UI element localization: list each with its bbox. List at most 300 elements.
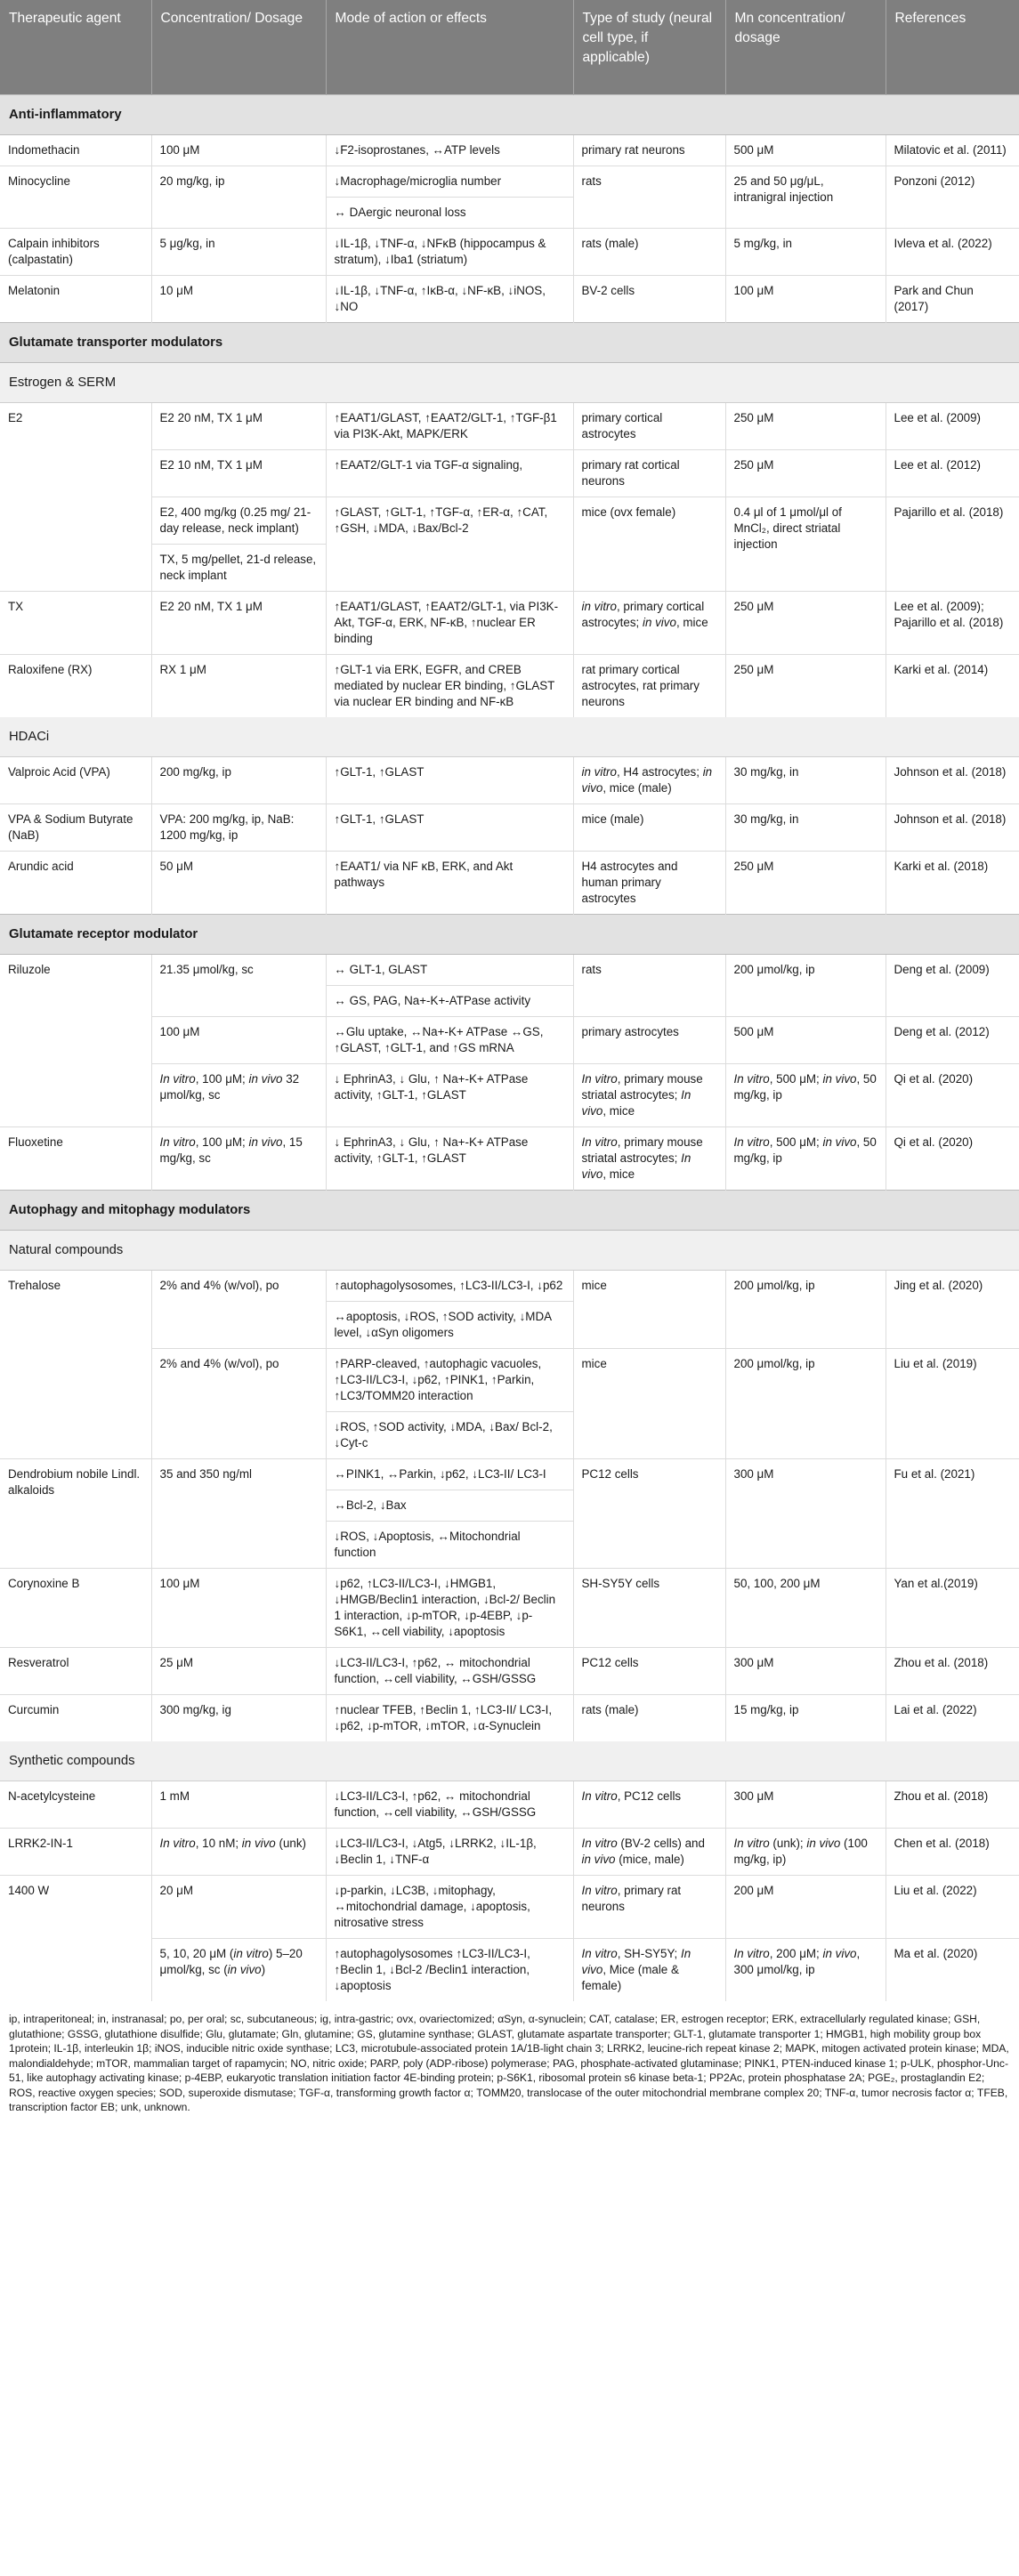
- cell-ref: [886, 592, 1019, 655]
- cell-text: , 500 μM;: [769, 1135, 823, 1149]
- subsection-row: [0, 363, 1019, 403]
- cell-text: Deng et al. (2012): [894, 1025, 990, 1038]
- cell-ref: [886, 1127, 1019, 1191]
- cell-effect: [326, 1459, 573, 1490]
- cell-conc: [151, 1695, 326, 1742]
- study-mode-italic: In vitro: [733, 1837, 770, 1850]
- cell-mn: [725, 166, 886, 229]
- study-mode-italic: In vivo: [581, 1151, 691, 1181]
- cell-text: 200 μmol/kg, ip: [733, 1279, 815, 1292]
- cell-text: , mice: [603, 1104, 635, 1118]
- agent-name: Valproic Acid (VPA): [0, 757, 151, 804]
- table-row: [0, 1271, 1019, 1302]
- header-row: [0, 0, 1019, 95]
- agent-name: TX: [0, 592, 151, 655]
- cell-text: , 300 μmol/kg, ip: [733, 1947, 861, 1976]
- study-mode-italic: in vivo: [248, 1135, 283, 1149]
- cell-text: ↓ROS, ↑SOD activity, ↓MDA, ↓Bax/ Bcl-2, ↓Cyt-c: [334, 1420, 553, 1450]
- cell-effect: [326, 198, 573, 229]
- cell-mn: [725, 276, 886, 323]
- cell-effect: [326, 497, 573, 592]
- cell-text: , primary mouse striatal astrocytes;: [581, 1135, 703, 1165]
- cell-text: Lee et al. (2012): [894, 458, 982, 472]
- cell-mn: [725, 804, 886, 852]
- cell-text: ↓ EphrinA3, ↓ Glu, ↑ Na+-K+ ATPase activity, ↑GLT-1, ↑GLAST: [334, 1135, 529, 1165]
- cell-effect: [326, 276, 573, 323]
- cell-ref: [886, 1459, 1019, 1569]
- cell-conc: [151, 757, 326, 804]
- cell-conc: [151, 1271, 326, 1349]
- cell-text: ) 5–20 μmol/kg, sc (: [159, 1947, 303, 1976]
- subsection-row: [0, 717, 1019, 757]
- cell-text: 1 mM: [159, 1789, 190, 1803]
- agent-name: Raloxifene (RX): [0, 655, 151, 718]
- cell-text: 35 and 350 ng/ml: [159, 1467, 252, 1481]
- cell-effect: [326, 1064, 573, 1127]
- cell-ref: [886, 166, 1019, 229]
- cell-effect: [326, 1569, 573, 1648]
- cell-mn: [725, 135, 886, 166]
- cell-text: rats: [581, 963, 602, 976]
- header-references: References: [886, 0, 1019, 95]
- cell-mn: [725, 757, 886, 804]
- cell-ref: [886, 1569, 1019, 1648]
- cell-text: Qi et al. (2020): [894, 1072, 974, 1086]
- cell-text: , primary mouse striatal astrocytes;: [581, 1072, 703, 1102]
- table-row: [0, 1939, 1019, 2002]
- cell-mn: [725, 1829, 886, 1876]
- cell-text: Ivleva et al. (2022): [894, 237, 992, 250]
- cell-study: [573, 1127, 725, 1191]
- cell-text: H4 astrocytes and human primary astrocytes: [581, 860, 678, 905]
- cell-mn: [725, 1271, 886, 1349]
- header-therapeutic-agent: Therapeutic agent: [0, 0, 151, 95]
- cell-effect: [326, 592, 573, 655]
- cell-ref: [886, 1876, 1019, 1939]
- cell-study: [573, 229, 725, 276]
- cell-text: Lai et al. (2022): [894, 1703, 977, 1716]
- table-row: [0, 1459, 1019, 1490]
- cell-text: ↑GLAST, ↑GLT-1, ↑TGF-α, ↑ER-α, ↑CAT, ↑GSH, ↓MDA, ↓Bax/Bcl-2: [334, 505, 548, 535]
- cell-study: [573, 403, 725, 450]
- cell-text: Zhou et al. (2018): [894, 1656, 989, 1669]
- study-mode-italic: In vitro: [581, 1135, 618, 1149]
- cell-text: rats (male): [581, 237, 639, 250]
- subsection-row: [0, 1231, 1019, 1271]
- cell-text: ↔ GLT-1, GLAST: [334, 963, 428, 976]
- cell-text: ↔Glu uptake, ↔Na+-K+ ATPase ↔GS, ↑GLAST, ↑GLT-1, and ↑GS mRNA: [334, 1025, 544, 1054]
- cell-ref: [886, 1017, 1019, 1064]
- cell-text: 300 μM: [733, 1656, 774, 1669]
- cell-ref: [886, 1695, 1019, 1742]
- cell-conc: [151, 166, 326, 229]
- cell-text: mice: [581, 1357, 607, 1370]
- study-mode-italic: In vivo: [581, 1947, 691, 1976]
- cell-text: , 10 nM;: [195, 1837, 242, 1850]
- agent-name: Curcumin: [0, 1695, 151, 1742]
- cell-text: 200 μmol/kg, ip: [733, 963, 815, 976]
- table-body: [0, 95, 1019, 2002]
- section-row: [0, 1191, 1019, 1231]
- cell-effect: [326, 804, 573, 852]
- cell-mn: [725, 1781, 886, 1829]
- cell-conc: [151, 852, 326, 915]
- cell-text: (100 mg/kg, ip): [733, 1837, 868, 1866]
- cell-effect: [326, 135, 573, 166]
- cell-text: 300 mg/kg, ig: [159, 1703, 231, 1716]
- table-row: [0, 1569, 1019, 1648]
- agent-name: LRRK2-IN-1: [0, 1829, 151, 1876]
- cell-ref: [886, 403, 1019, 450]
- subsection-title: HDACi: [0, 717, 1019, 757]
- agent-name: Dendrobium nobile Lindl. alkaloids: [0, 1459, 151, 1569]
- agent-name: E2: [0, 403, 151, 592]
- subsection-title: Natural compounds: [0, 1231, 1019, 1271]
- study-mode-italic: In vitro: [159, 1837, 196, 1850]
- cell-text: , 500 μM;: [769, 1072, 823, 1086]
- cell-text: Yan et al.(2019): [894, 1577, 978, 1590]
- cell-text: , Mice (male & female): [581, 1963, 679, 1992]
- table-row: [0, 1829, 1019, 1876]
- cell-conc: [151, 1876, 326, 1939]
- cell-effect: [326, 955, 573, 986]
- cell-conc: [151, 955, 326, 1017]
- cell-mn: [725, 955, 886, 1017]
- agent-name: VPA & Sodium Butyrate (NaB): [0, 804, 151, 852]
- cell-effect: [326, 986, 573, 1017]
- agent-name: Trehalose: [0, 1271, 151, 1459]
- table-row: [0, 655, 1019, 718]
- study-mode-italic: In vitro: [581, 1947, 618, 1960]
- study-mode-italic: in vivo: [227, 1963, 262, 1976]
- cell-ref: [886, 1271, 1019, 1349]
- cell-mn: [725, 1127, 886, 1191]
- cell-text: ↓p62, ↑LC3-II/LC3-I, ↓HMGB1, ↓HMGB/Beclin1 interaction, ↓Bcl-2/ Beclin 1 interaction, ↓p-mTOR, ↓p-4EBP, ↓p-S6K1, ↔cell viability, ↓apoptosis: [334, 1577, 556, 1638]
- cell-text: 100 μM: [159, 1577, 200, 1590]
- cell-conc: [151, 655, 326, 718]
- agent-name: 1400 W: [0, 1876, 151, 2002]
- cell-conc: [151, 497, 326, 545]
- cell-text: 200 μM: [733, 1884, 774, 1897]
- cell-conc: [151, 1459, 326, 1569]
- cell-text: 25 and 50 μg/μL, intranigral injection: [733, 174, 834, 204]
- section-title: Glutamate transporter modulators: [0, 323, 1019, 363]
- study-mode-italic: In vitro: [581, 1072, 618, 1086]
- cell-ref: [886, 450, 1019, 497]
- study-mode-italic: in vivo: [806, 1837, 841, 1850]
- cell-ref: [886, 497, 1019, 592]
- cell-text: ↑EAAT2/GLT-1 via TGF-α signaling,: [334, 458, 523, 472]
- cell-text: ↔ DAergic neuronal loss: [334, 206, 466, 219]
- cell-text: , 50 mg/kg, ip: [733, 1135, 877, 1165]
- cell-study: [573, 955, 725, 1017]
- cell-text: ↓IL-1β, ↓TNF-α, ↓NFκB (hippocampus & stratum), ↓Iba1 (striatum): [334, 237, 546, 266]
- cell-text: ↑EAAT1/ via NF κB, ERK, and Akt pathways: [334, 860, 514, 889]
- cell-ref: [886, 655, 1019, 718]
- cell-mn: [725, 403, 886, 450]
- cell-text: BV-2 cells: [581, 284, 635, 297]
- cell-text: Lee et al. (2009): [894, 411, 982, 424]
- cell-text: 250 μM: [733, 458, 774, 472]
- agent-name: Riluzole: [0, 955, 151, 1127]
- cell-text: E2 20 nM, TX 1 μM: [159, 600, 263, 613]
- cell-text: ↔PINK1, ↔Parkin, ↓p62, ↓LC3-II/ LC3-I: [334, 1467, 546, 1481]
- cell-text: ↑EAAT1/GLAST, ↑EAAT2/GLT-1, via PI3K-Akt, TGF-α, ERK, NF-κB, ↑nuclear ER binding: [334, 600, 559, 645]
- cell-conc: [151, 1127, 326, 1191]
- cell-text: Karki et al. (2018): [894, 860, 989, 873]
- cell-conc: [151, 135, 326, 166]
- cell-conc: [151, 1648, 326, 1695]
- cell-text: 500 μM: [733, 143, 774, 157]
- study-mode-italic: in vitro: [233, 1947, 269, 1960]
- cell-text: Park and Chun (2017): [894, 284, 974, 313]
- study-mode-italic: in vivo: [241, 1837, 276, 1850]
- table-row: [0, 852, 1019, 915]
- cell-study: [573, 450, 725, 497]
- cell-text: , mice: [603, 1167, 635, 1181]
- table-row: [0, 229, 1019, 276]
- cell-text: 21.35 μmol/kg, sc: [159, 963, 254, 976]
- cell-text: 25 μM: [159, 1656, 193, 1669]
- cell-text: ): [261, 1963, 266, 1976]
- study-mode-italic: in vitro: [581, 600, 617, 613]
- cell-text: 200 mg/kg, ip: [159, 765, 231, 779]
- cell-text: , primary rat neurons: [581, 1884, 682, 1913]
- cell-text: rats (male): [581, 1703, 639, 1716]
- cell-text: primary rat cortical neurons: [581, 458, 680, 488]
- section-title: Autophagy and mitophagy modulators: [0, 1191, 1019, 1231]
- cell-text: ↑GLT-1 via ERK, EGFR, and CREB mediated by nuclear ER binding, ↑GLAST via nuclear ER binding and NF-κB: [334, 663, 555, 708]
- study-mode-italic: In vitro: [581, 1789, 618, 1803]
- cell-study: [573, 135, 725, 166]
- table-row: [0, 757, 1019, 804]
- cell-text: Karki et al. (2014): [894, 663, 989, 676]
- cell-study: [573, 1876, 725, 1939]
- cell-mn: [725, 497, 886, 592]
- cell-conc: [151, 276, 326, 323]
- study-mode-italic: In vitro: [581, 1837, 618, 1850]
- agent-name: Melatonin: [0, 276, 151, 323]
- cell-text: (unk);: [769, 1837, 807, 1850]
- study-mode-italic: In vitro: [733, 1072, 770, 1086]
- study-mode-italic: in vivo: [822, 1947, 857, 1960]
- cell-text: 250 μM: [733, 600, 774, 613]
- cell-study: [573, 592, 725, 655]
- agent-name: Resveratrol: [0, 1648, 151, 1695]
- agent-name: Minocycline: [0, 166, 151, 229]
- cell-text: 100 μM: [733, 284, 774, 297]
- cell-mn: [725, 450, 886, 497]
- cell-text: ↓Macrophage/microglia number: [334, 174, 502, 188]
- cell-text: ↓F2-isoprostanes, ↔ATP levels: [334, 143, 500, 157]
- cell-effect: [326, 166, 573, 198]
- study-mode-italic: in vivo: [248, 1072, 283, 1086]
- table-row: [0, 166, 1019, 198]
- cell-study: [573, 1459, 725, 1569]
- cell-effect: [326, 1695, 573, 1742]
- cell-text: 10 μM: [159, 284, 193, 297]
- cell-text: Zhou et al. (2018): [894, 1789, 989, 1803]
- cell-conc: [151, 1349, 326, 1459]
- study-mode-italic: In vivo: [581, 1088, 691, 1118]
- cell-conc: [151, 545, 326, 592]
- cell-conc: [151, 1781, 326, 1829]
- cell-text: , 200 μM;: [769, 1947, 823, 1960]
- cell-text: ↓IL-1β, ↓TNF-α, ↑IκB-α, ↓NF-κB, ↓iNOS, ↓NO: [334, 284, 546, 313]
- cell-text: 20 μM: [159, 1884, 193, 1897]
- cell-text: E2, 400 mg/kg (0.25 mg/ 21-day release, neck implant): [159, 505, 311, 535]
- table-row: [0, 450, 1019, 497]
- cell-text: 5 mg/kg, in: [733, 237, 792, 250]
- cell-ref: [886, 955, 1019, 1017]
- cell-text: PC12 cells: [581, 1656, 639, 1669]
- cell-text: , mice (male): [603, 781, 672, 795]
- cell-effect: [326, 1939, 573, 2002]
- cell-study: [573, 804, 725, 852]
- cell-conc: [151, 1829, 326, 1876]
- subsection-row: [0, 1741, 1019, 1781]
- cell-text: PC12 cells: [581, 1467, 639, 1481]
- cell-text: ↔Bcl-2, ↓Bax: [334, 1498, 407, 1512]
- cell-text: , SH-SY5Y;: [617, 1947, 682, 1960]
- cell-text: , primary cortical astrocytes;: [581, 600, 705, 629]
- agent-name: Fluoxetine: [0, 1127, 151, 1191]
- header-concentration: Concentration/ Dosage: [151, 0, 326, 95]
- agent-name: Calpain inhibitors (calpastatin): [0, 229, 151, 276]
- table-row: [0, 1017, 1019, 1064]
- section-row: [0, 915, 1019, 955]
- cell-text: 0.4 μl of 1 μmol/μl of MnCl₂, direct striatal injection: [733, 505, 842, 551]
- study-mode-italic: In vitro: [733, 1947, 770, 1960]
- cell-text: 250 μM: [733, 663, 774, 676]
- cell-text: , 100 μM;: [195, 1135, 249, 1149]
- study-mode-italic: in vivo: [581, 1853, 616, 1866]
- cell-text: Johnson et al. (2018): [894, 812, 1007, 826]
- cell-effect: [326, 229, 573, 276]
- cell-text: RX 1 μM: [159, 663, 206, 676]
- cell-text: SH-SY5Y cells: [581, 1577, 660, 1590]
- cell-text: ↑PARP-cleaved, ↑autophagic vacuoles, ↑LC3-II/LC3-I, ↓p62, ↑PINK1, ↑Parkin, ↑LC3/TOMM20 interaction: [334, 1357, 542, 1402]
- header-mode-of-action: Mode of action or effects: [326, 0, 573, 95]
- cell-text: mice (male): [581, 812, 644, 826]
- cell-text: mice: [581, 1279, 607, 1292]
- cell-text: Fu et al. (2021): [894, 1467, 975, 1481]
- cell-text: ↓LC3-II/LC3-I, ↑p62, ↔ mitochondrial function, ↔cell viability, ↔GSH/GSSG: [334, 1656, 537, 1685]
- cell-text: 100 μM: [159, 143, 200, 157]
- cell-text: ↑nuclear TFEB, ↑Beclin 1, ↑LC3-II/ LC3-I, ↓p62, ↓p-mTOR, ↓mTOR, ↓α-Synuclein: [334, 1703, 553, 1732]
- table-row: [0, 1876, 1019, 1939]
- study-mode-italic: in vivo: [822, 1072, 857, 1086]
- study-mode-italic: in vivo: [581, 765, 713, 795]
- cell-effect: [326, 655, 573, 718]
- cell-ref: [886, 1781, 1019, 1829]
- cell-text: ↑autophagolysosomes ↑LC3-II/LC3-I, ↑Beclin 1, ↓Bcl-2 /Beclin1 interaction, ↓apoptosis: [334, 1947, 530, 1992]
- agent-name: Indomethacin: [0, 135, 151, 166]
- cell-effect: [326, 1781, 573, 1829]
- cell-text: Milatovic et al. (2011): [894, 143, 1007, 157]
- cell-effect: [326, 1302, 573, 1349]
- section-title: Anti-inflammatory: [0, 95, 1019, 135]
- cell-effect: [326, 757, 573, 804]
- cell-conc: [151, 1939, 326, 2002]
- cell-conc: [151, 1064, 326, 1127]
- cell-text: ↑GLT-1, ↑GLAST: [334, 812, 425, 826]
- cell-ref: [886, 1064, 1019, 1127]
- cell-text: VPA: 200 mg/kg, ip, NaB: 1200 mg/kg, ip: [159, 812, 295, 842]
- table-row: [0, 135, 1019, 166]
- cell-mn: [725, 1064, 886, 1127]
- cell-text: ↓p-parkin, ↓LC3B, ↓mitophagy, ↔mitochondrial damage, ↓apoptosis, nitrosative stress: [334, 1884, 530, 1929]
- cell-text: E2 20 nM, TX 1 μM: [159, 411, 263, 424]
- cell-conc: [151, 804, 326, 852]
- cell-ref: [886, 135, 1019, 166]
- cell-text: Pajarillo et al. (2018): [894, 505, 1004, 519]
- cell-study: [573, 1829, 725, 1876]
- study-mode-italic: in vitro: [581, 765, 617, 779]
- cell-text: Ponzoni (2012): [894, 174, 975, 188]
- cell-text: primary astrocytes: [581, 1025, 679, 1038]
- table-row: [0, 592, 1019, 655]
- cell-effect: [326, 1017, 573, 1064]
- cell-text: 5 μg/kg, in: [159, 237, 215, 250]
- subsection-title: Estrogen & SERM: [0, 363, 1019, 403]
- cell-text: ↑GLT-1, ↑GLAST: [334, 765, 425, 779]
- cell-conc: [151, 229, 326, 276]
- table-row: [0, 1127, 1019, 1191]
- cell-mn: [725, 1459, 886, 1569]
- cell-text: , 15 mg/kg, sc: [159, 1135, 303, 1165]
- cell-text: 50, 100, 200 μM: [733, 1577, 821, 1590]
- study-mode-italic: in vivo: [642, 616, 676, 629]
- table-row: [0, 804, 1019, 852]
- cell-study: [573, 1781, 725, 1829]
- cell-text: Chen et al. (2018): [894, 1837, 990, 1850]
- cell-text: 2% and 4% (w/vol), po: [159, 1357, 279, 1370]
- cell-text: (unk): [275, 1837, 306, 1850]
- cell-text: rat primary cortical astrocytes, rat primary neurons: [581, 663, 700, 708]
- header-mn-concentration: Mn concentration/ dosage: [725, 0, 886, 95]
- cell-mn: [725, 1939, 886, 2002]
- cell-study: [573, 1271, 725, 1349]
- study-mode-italic: in vivo: [822, 1135, 857, 1149]
- cell-text: mice (ovx female): [581, 505, 676, 519]
- cell-text: ↔ GS, PAG, Na+-K+-ATPase activity: [334, 994, 531, 1007]
- cell-conc: [151, 1569, 326, 1648]
- cell-text: Lee et al. (2009); Pajarillo et al. (2018): [894, 600, 1004, 629]
- cell-text: 30 mg/kg, in: [733, 765, 799, 779]
- subsection-title: Synthetic compounds: [0, 1741, 1019, 1781]
- agent-name: N-acetylcysteine: [0, 1781, 151, 1829]
- cell-text: 100 μM: [159, 1025, 200, 1038]
- cell-study: [573, 1939, 725, 2002]
- cell-text: 500 μM: [733, 1025, 774, 1038]
- section-row: [0, 95, 1019, 135]
- cell-text: ↑EAAT1/GLAST, ↑EAAT2/GLT-1, ↑TGF-β1 via PI3K-Akt, MAPK/ERK: [334, 411, 557, 440]
- cell-text: ↓ EphrinA3, ↓ Glu, ↑ Na+-K+ ATPase activity, ↑GLT-1, ↑GLAST: [334, 1072, 529, 1102]
- cell-mn: [725, 655, 886, 718]
- cell-text: 250 μM: [733, 860, 774, 873]
- cell-effect: [326, 1349, 573, 1412]
- table-row: [0, 276, 1019, 323]
- cell-effect: [326, 1648, 573, 1695]
- cell-mn: [725, 1876, 886, 1939]
- cell-text: Johnson et al. (2018): [894, 765, 1007, 779]
- cell-study: [573, 655, 725, 718]
- cell-effect: [326, 852, 573, 915]
- cell-effect: [326, 1876, 573, 1939]
- cell-ref: [886, 1349, 1019, 1459]
- cell-text: 5, 10, 20 μM (: [159, 1947, 234, 1960]
